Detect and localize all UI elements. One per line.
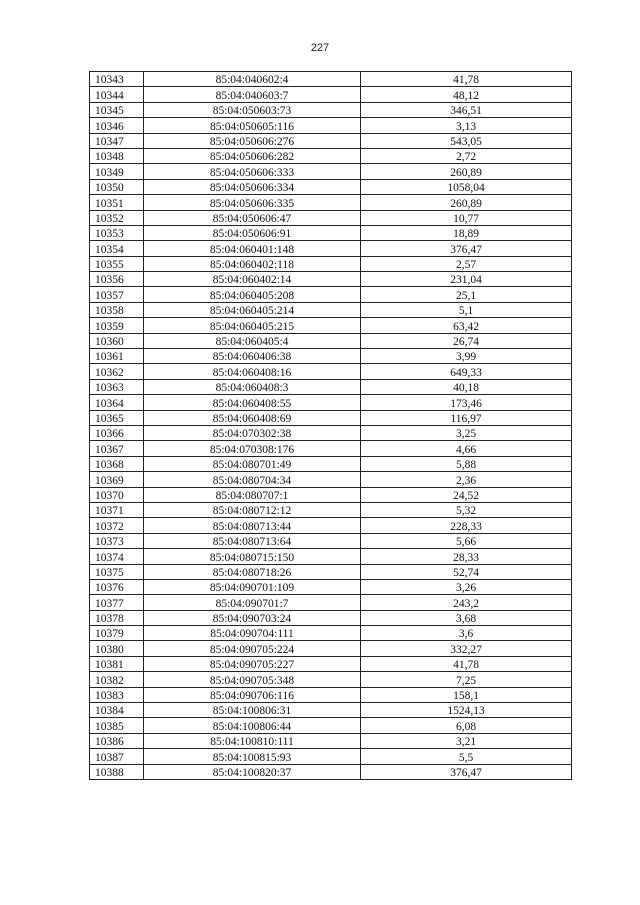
table-row <box>90 441 572 456</box>
table-row <box>90 349 572 364</box>
row-number-cell: 10363 <box>90 379 144 394</box>
value-cell: 332,27 <box>361 641 572 656</box>
value-cell: 3,25 <box>361 425 572 440</box>
row-number-cell: 10372 <box>90 518 144 533</box>
row-number-cell: 10364 <box>90 395 144 410</box>
table-row <box>90 610 572 625</box>
row-number-cell: 10351 <box>90 195 144 210</box>
value-cell: 649,33 <box>361 364 572 379</box>
row-number-cell: 10359 <box>90 318 144 333</box>
table-row <box>90 656 572 671</box>
value-cell: 28,33 <box>361 549 572 564</box>
row-number-cell: 10377 <box>90 595 144 610</box>
value-cell: 158,1 <box>361 687 572 702</box>
table-row <box>90 626 572 641</box>
value-cell: 260,89 <box>361 164 572 179</box>
table-row <box>90 518 572 533</box>
cadastral-number-cell: 85:04:060408:16 <box>144 364 361 379</box>
row-number-cell: 10346 <box>90 118 144 133</box>
cadastral-number-cell: 85:04:060402:14 <box>144 272 361 287</box>
cadastral-number-cell: 85:04:080701:49 <box>144 456 361 471</box>
value-cell: 3,6 <box>361 626 572 641</box>
row-number-cell: 10381 <box>90 656 144 671</box>
cadastral-number-cell: 85:04:100810:111 <box>144 733 361 748</box>
row-number-cell: 10344 <box>90 87 144 102</box>
table-row <box>90 210 572 225</box>
table-row <box>90 687 572 702</box>
row-number-cell: 10383 <box>90 687 144 702</box>
value-cell: 376,47 <box>361 764 572 779</box>
table-row <box>90 764 572 779</box>
cadastral-number-cell: 85:04:090701:7 <box>144 595 361 610</box>
value-cell: 26,74 <box>361 333 572 348</box>
table-row <box>90 564 572 579</box>
cadastral-number-cell: 85:04:050606:333 <box>144 164 361 179</box>
cadastral-number-cell: 85:04:060408:55 <box>144 395 361 410</box>
value-cell: 3,26 <box>361 579 572 594</box>
cadastral-number-cell: 85:04:060406:38 <box>144 349 361 364</box>
table-row <box>90 118 572 133</box>
row-number-cell: 10387 <box>90 749 144 764</box>
table-row <box>90 179 572 194</box>
value-cell: 52,74 <box>361 564 572 579</box>
row-number-cell: 10374 <box>90 549 144 564</box>
value-cell: 1058,04 <box>361 179 572 194</box>
value-cell: 1524,13 <box>361 703 572 718</box>
row-number-cell: 10379 <box>90 626 144 641</box>
cadastral-number-cell: 85:04:060408:69 <box>144 410 361 425</box>
cadastral-number-cell: 85:04:090706:116 <box>144 687 361 702</box>
cadastral-number-cell: 85:04:080712:12 <box>144 502 361 517</box>
value-cell: 3,13 <box>361 118 572 133</box>
row-number-cell: 10347 <box>90 133 144 148</box>
cadastral-number-cell: 85:04:060405:215 <box>144 318 361 333</box>
value-cell: 41,78 <box>361 656 572 671</box>
row-number-cell: 10384 <box>90 703 144 718</box>
cadastral-number-cell: 85:04:060401:148 <box>144 241 361 256</box>
value-cell: 7,25 <box>361 672 572 687</box>
cadastral-number-cell: 85:04:080713:44 <box>144 518 361 533</box>
table-row <box>90 425 572 440</box>
cadastral-number-cell: 85:04:090705:227 <box>144 656 361 671</box>
table-row <box>90 456 572 471</box>
value-cell: 24,52 <box>361 487 572 502</box>
value-cell: 63,42 <box>361 318 572 333</box>
row-number-cell: 10354 <box>90 241 144 256</box>
value-cell: 10,77 <box>361 210 572 225</box>
table-row <box>90 487 572 502</box>
row-number-cell: 10386 <box>90 733 144 748</box>
table-row <box>90 502 572 517</box>
value-cell: 25,1 <box>361 287 572 302</box>
value-cell: 48,12 <box>361 87 572 102</box>
row-number-cell: 10350 <box>90 179 144 194</box>
value-cell: 3,68 <box>361 610 572 625</box>
cadastral-number-cell: 85:04:050606:282 <box>144 148 361 163</box>
cadastral-number-cell: 85:04:050606:334 <box>144 179 361 194</box>
value-cell: 243,2 <box>361 595 572 610</box>
cadastral-number-cell: 85:04:050605:116 <box>144 118 361 133</box>
cadastral-number-cell: 85:04:090705:348 <box>144 672 361 687</box>
table-row <box>90 749 572 764</box>
cadastral-number-cell: 85:04:050606:276 <box>144 133 361 148</box>
row-number-cell: 10343 <box>90 72 144 87</box>
table-row <box>90 195 572 210</box>
table-row <box>90 225 572 240</box>
value-cell: 5,32 <box>361 502 572 517</box>
table-row <box>90 164 572 179</box>
cadastral-number-cell: 85:04:060408:3 <box>144 379 361 394</box>
row-number-cell: 10352 <box>90 210 144 225</box>
cadastral-number-cell: 85:04:060405:208 <box>144 287 361 302</box>
table-row <box>90 533 572 548</box>
table-row <box>90 364 572 379</box>
table-row <box>90 703 572 718</box>
table-row <box>90 641 572 656</box>
table-row <box>90 549 572 564</box>
row-number-cell: 10370 <box>90 487 144 502</box>
table-row <box>90 718 572 733</box>
table-row <box>90 472 572 487</box>
row-number-cell: 10365 <box>90 410 144 425</box>
table-row <box>90 87 572 102</box>
cadastral-number-cell: 85:04:090705:224 <box>144 641 361 656</box>
table-row <box>90 379 572 394</box>
row-number-cell: 10357 <box>90 287 144 302</box>
row-number-cell: 10348 <box>90 148 144 163</box>
cadastral-number-cell: 85:04:100820:37 <box>144 764 361 779</box>
value-cell: 543,05 <box>361 133 572 148</box>
row-number-cell: 10362 <box>90 364 144 379</box>
cadastral-number-cell: 85:04:060402:118 <box>144 256 361 271</box>
table-row <box>90 133 572 148</box>
value-cell: 116,97 <box>361 410 572 425</box>
value-cell: 2,36 <box>361 472 572 487</box>
cadastral-number-cell: 85:04:080715:150 <box>144 549 361 564</box>
cadastral-number-cell: 85:04:090704:111 <box>144 626 361 641</box>
row-number-cell: 10349 <box>90 164 144 179</box>
value-cell: 3,99 <box>361 349 572 364</box>
table-row <box>90 272 572 287</box>
table-row <box>90 410 572 425</box>
table-row <box>90 733 572 748</box>
value-cell: 5,5 <box>361 749 572 764</box>
cadastral-number-cell: 85:04:040602:4 <box>144 72 361 87</box>
row-number-cell: 10371 <box>90 502 144 517</box>
value-cell: 40,18 <box>361 379 572 394</box>
value-cell: 4,66 <box>361 441 572 456</box>
cadastral-number-cell: 85:04:060405:214 <box>144 302 361 317</box>
row-number-cell: 10369 <box>90 472 144 487</box>
cadastral-number-cell: 85:04:080713:64 <box>144 533 361 548</box>
cadastral-number-cell: 85:04:080704:34 <box>144 472 361 487</box>
cadastral-number-cell: 85:04:060405:4 <box>144 333 361 348</box>
row-number-cell: 10378 <box>90 610 144 625</box>
data-table-body <box>90 72 572 780</box>
row-number-cell: 10360 <box>90 333 144 348</box>
value-cell: 2,57 <box>361 256 572 271</box>
row-number-cell: 10367 <box>90 441 144 456</box>
cadastral-number-cell: 85:04:050603:73 <box>144 102 361 117</box>
cadastral-number-cell: 85:04:040603:7 <box>144 87 361 102</box>
cadastral-number-cell: 85:04:050606:47 <box>144 210 361 225</box>
row-number-cell: 10345 <box>90 102 144 117</box>
row-number-cell: 10356 <box>90 272 144 287</box>
table-row <box>90 595 572 610</box>
table-row <box>90 287 572 302</box>
row-number-cell: 10388 <box>90 764 144 779</box>
table-row <box>90 395 572 410</box>
value-cell: 5,1 <box>361 302 572 317</box>
cadastral-number-cell: 85:04:100815:93 <box>144 749 361 764</box>
row-number-cell: 10376 <box>90 579 144 594</box>
row-number-cell: 10355 <box>90 256 144 271</box>
value-cell: 2,72 <box>361 148 572 163</box>
value-cell: 228,33 <box>361 518 572 533</box>
value-cell: 6,08 <box>361 718 572 733</box>
cadastral-number-cell: 85:04:100806:44 <box>144 718 361 733</box>
row-number-cell: 10368 <box>90 456 144 471</box>
row-number-cell: 10382 <box>90 672 144 687</box>
value-cell: 5,66 <box>361 533 572 548</box>
cadastral-number-cell: 85:04:090701:109 <box>144 579 361 594</box>
value-cell: 231,04 <box>361 272 572 287</box>
value-cell: 376,47 <box>361 241 572 256</box>
value-cell: 18,89 <box>361 225 572 240</box>
page-number: 227 <box>310 42 330 54</box>
cadastral-number-cell: 85:04:080707:1 <box>144 487 361 502</box>
cadastral-number-cell: 85:04:050606:335 <box>144 195 361 210</box>
cadastral-number-cell: 85:04:070302:38 <box>144 425 361 440</box>
table-row <box>90 672 572 687</box>
cadastral-number-cell: 85:04:050606:91 <box>144 225 361 240</box>
cadastral-number-cell: 85:04:080718:26 <box>144 564 361 579</box>
table-row <box>90 256 572 271</box>
table-row <box>90 102 572 117</box>
value-cell: 41,78 <box>361 72 572 87</box>
value-cell: 5,88 <box>361 456 572 471</box>
row-number-cell: 10380 <box>90 641 144 656</box>
value-cell: 173,46 <box>361 395 572 410</box>
row-number-cell: 10385 <box>90 718 144 733</box>
table-row <box>90 72 572 87</box>
table-row <box>90 579 572 594</box>
row-number-cell: 10366 <box>90 425 144 440</box>
row-number-cell: 10353 <box>90 225 144 240</box>
row-number-cell: 10373 <box>90 533 144 548</box>
cadastral-number-cell: 85:04:090703:24 <box>144 610 361 625</box>
data-table <box>89 71 572 780</box>
row-number-cell: 10358 <box>90 302 144 317</box>
value-cell: 346,51 <box>361 102 572 117</box>
cadastral-number-cell: 85:04:070308:176 <box>144 441 361 456</box>
value-cell: 3,21 <box>361 733 572 748</box>
table-row <box>90 318 572 333</box>
value-cell: 260,89 <box>361 195 572 210</box>
cadastral-number-cell: 85:04:100806:31 <box>144 703 361 718</box>
table-row <box>90 302 572 317</box>
row-number-cell: 10361 <box>90 349 144 364</box>
row-number-cell: 10375 <box>90 564 144 579</box>
table-row <box>90 148 572 163</box>
table-row <box>90 333 572 348</box>
table-row <box>90 241 572 256</box>
